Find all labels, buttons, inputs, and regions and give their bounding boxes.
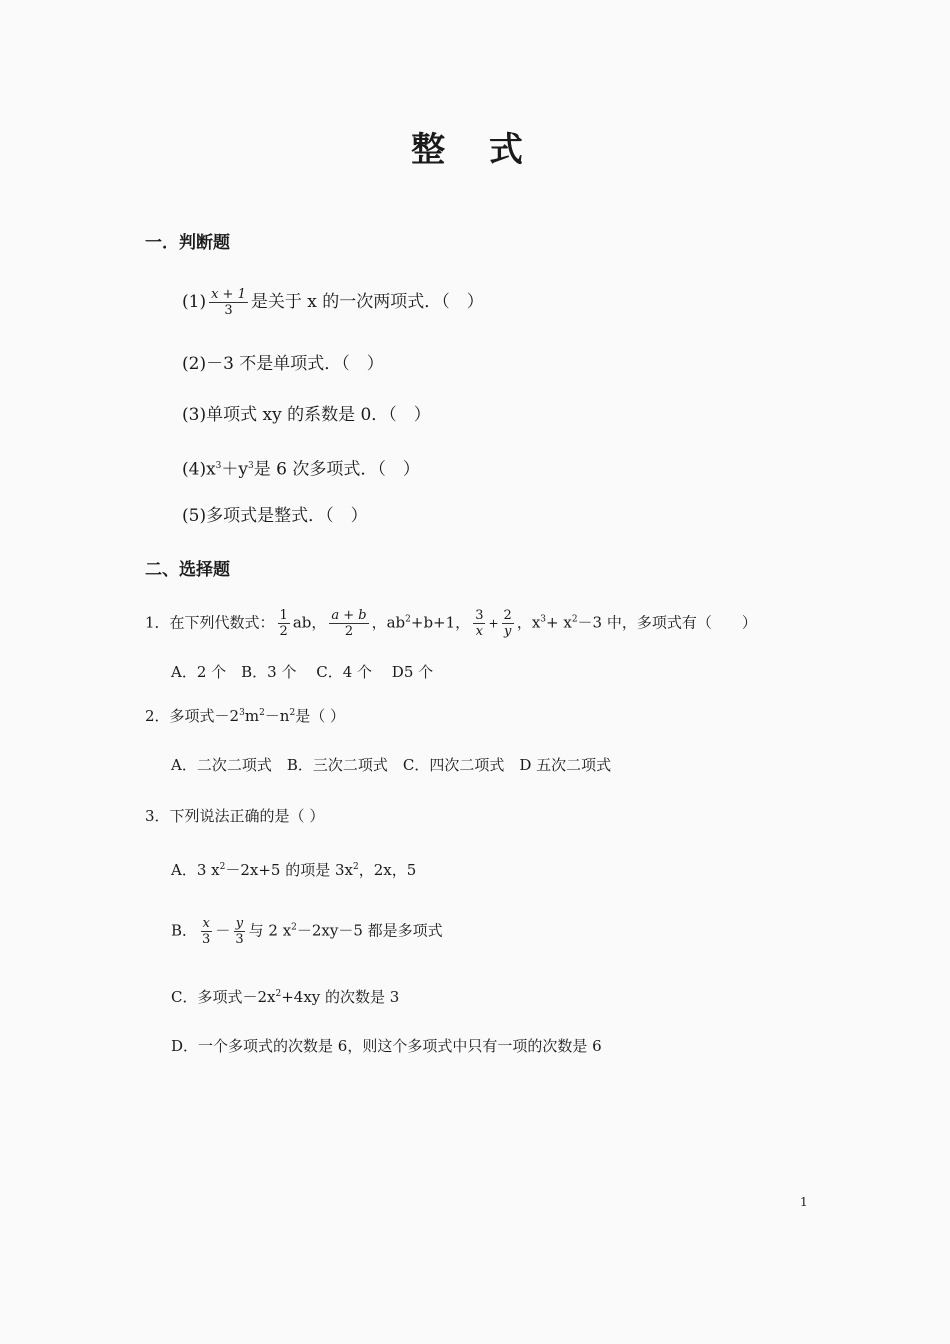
question-text: ，ab bbox=[371, 613, 406, 632]
page-number: 1 bbox=[800, 1195, 808, 1209]
option-text: ，2x，5 bbox=[358, 861, 417, 879]
question-text: 是（ ） bbox=[295, 707, 345, 725]
question-text: ，x bbox=[516, 613, 541, 632]
exponent: 3 bbox=[215, 461, 222, 471]
fraction-numerator: x + 1 bbox=[211, 287, 246, 302]
judgement-item-3: (3)单项式 xy 的系数是 0．（ ） bbox=[182, 405, 431, 425]
fraction-numerator: x bbox=[202, 916, 210, 931]
fraction-numerator: 3 bbox=[475, 608, 484, 623]
exponent: 2 bbox=[219, 862, 226, 872]
question-text: －3 中，多项式有（ ） bbox=[577, 613, 757, 632]
exponent: 3 bbox=[540, 614, 547, 625]
page-title: 整 式 bbox=[411, 130, 539, 170]
fraction-denominator: 2 bbox=[279, 624, 288, 639]
item-text: 是 6 次多项式．（ ） bbox=[253, 459, 420, 480]
fraction-denominator: 3 bbox=[235, 932, 244, 947]
fraction-denominator: 2 bbox=[344, 624, 354, 639]
item-middle: ＋y bbox=[221, 459, 249, 480]
option-text: －2x+5 的项是 3x bbox=[225, 861, 353, 879]
section-heading-choice: 二、选择题 bbox=[145, 560, 230, 580]
fraction bbox=[278, 608, 290, 639]
judgement-item-2: (2)－3 不是单项式．（ ） bbox=[182, 354, 384, 374]
option-text: －2xy－5 都是多项式 bbox=[296, 921, 443, 940]
fraction-numerator: y bbox=[235, 916, 244, 931]
fraction-denominator: y bbox=[503, 624, 512, 639]
exponent: 2 bbox=[289, 708, 296, 718]
option-text: C．多项式－2x bbox=[171, 988, 276, 1006]
question-3-option-c bbox=[171, 983, 399, 1008]
fraction-denominator: 3 bbox=[224, 303, 233, 318]
question-text: +b+1， bbox=[410, 613, 471, 632]
question-3-option-d: D．一个多项式的次数是 6，则这个多项式中只有一项的次数是 6 bbox=[171, 1037, 602, 1055]
fraction-denominator: 3 bbox=[202, 932, 211, 947]
fraction-numerator: 1 bbox=[279, 608, 288, 623]
question-1 bbox=[145, 608, 757, 639]
exponent: 2 bbox=[275, 989, 282, 999]
exponent: 3 bbox=[239, 708, 245, 718]
question-2 bbox=[145, 702, 345, 727]
exponent: 2 bbox=[259, 708, 265, 718]
question-text: 2．多项式－2 bbox=[145, 707, 240, 725]
fraction-numerator: a + b bbox=[331, 608, 367, 623]
question-3: 3．下列说法正确的是（ ） bbox=[145, 807, 325, 825]
fraction bbox=[209, 287, 248, 318]
question-text: + x bbox=[546, 613, 572, 632]
judgement-item-1 bbox=[182, 287, 484, 318]
question-1-options: A．2 个 B．3 个 C．4 个 D5 个 bbox=[171, 663, 434, 681]
question-3-option-b bbox=[171, 916, 443, 947]
section-heading-judgement: 一．判断题 bbox=[145, 233, 230, 253]
option-text: 与 2 x bbox=[248, 921, 292, 940]
question-text: 1．在下列代数式： bbox=[145, 613, 275, 632]
option-text: +4xy 的次数是 3 bbox=[281, 988, 400, 1006]
exponent: 2 bbox=[571, 614, 578, 625]
fraction-denominator: x bbox=[475, 624, 483, 639]
item-prefix: (4)x bbox=[182, 459, 216, 480]
exponent: 2 bbox=[353, 862, 359, 872]
item-text: 是关于 x 的一次两项式．（ ） bbox=[250, 292, 484, 312]
judgement-item-4 bbox=[182, 454, 420, 482]
judgement-item-5: (5)多项式是整式．（ ） bbox=[182, 506, 368, 526]
option-text: B． bbox=[171, 921, 198, 940]
question-text: －n bbox=[264, 707, 290, 725]
fraction bbox=[502, 608, 514, 639]
exponent: 3 bbox=[248, 461, 254, 471]
fraction bbox=[473, 608, 485, 639]
plus-sign: + bbox=[488, 616, 499, 631]
fraction bbox=[200, 916, 212, 947]
question-3-option-a bbox=[171, 856, 416, 881]
option-text: A．3 x bbox=[171, 861, 220, 879]
minus-sign: － bbox=[215, 921, 231, 940]
fraction bbox=[233, 916, 245, 947]
question-text: ab， bbox=[292, 613, 327, 632]
exponent: 2 bbox=[405, 614, 411, 625]
exponent: 2 bbox=[291, 922, 297, 933]
fraction-numerator: 2 bbox=[503, 608, 512, 623]
question-text: m bbox=[244, 707, 260, 725]
fraction bbox=[329, 608, 368, 639]
question-2-options: A．二次二项式 B．三次二项式 C．四次二项式 D 五次二项式 bbox=[171, 756, 612, 774]
item-number: (1) bbox=[182, 292, 207, 312]
